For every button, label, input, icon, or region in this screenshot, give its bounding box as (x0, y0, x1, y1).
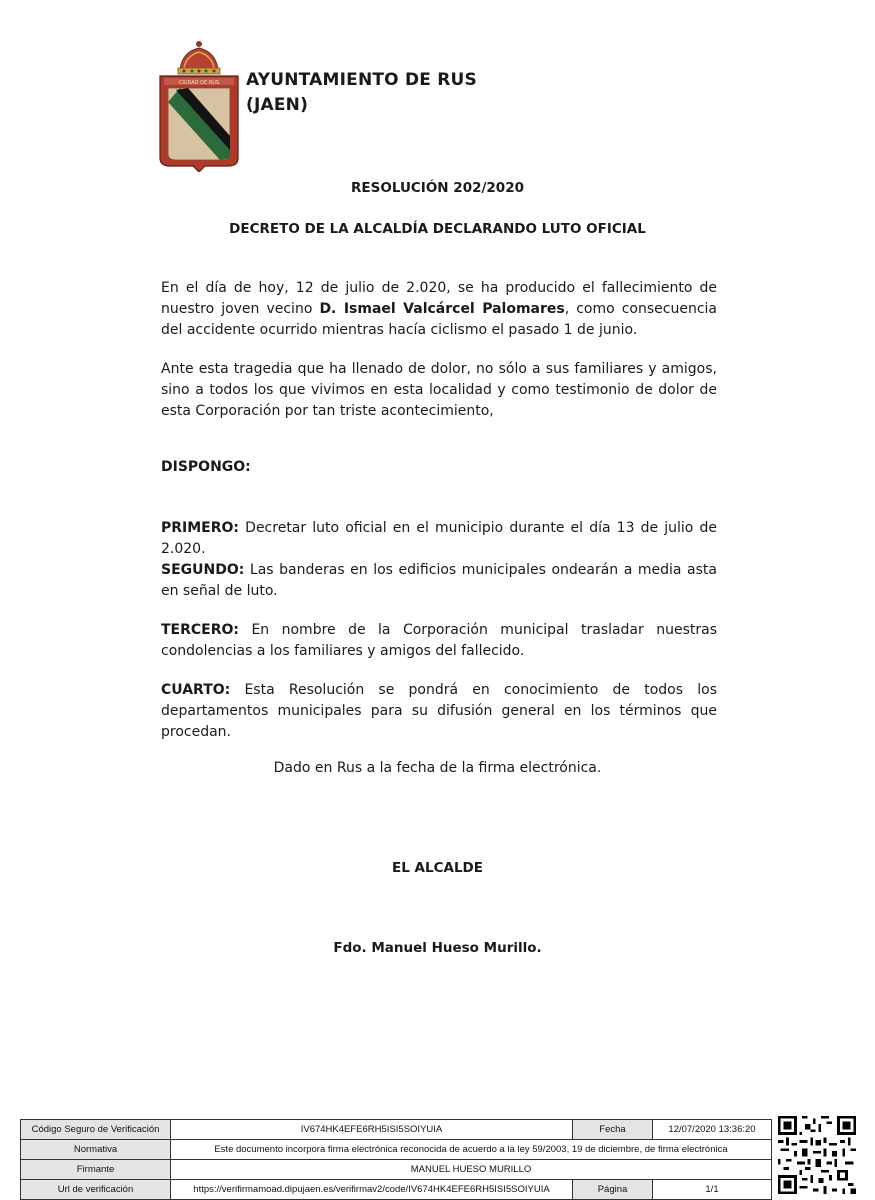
municipality-title (246, 68, 477, 118)
svg-text:CIUDAD DE RUS: CIUDAD DE RUS (178, 80, 220, 86)
decree-item-label: CUARTO: (161, 682, 231, 698)
municipality-province: (JAEN) (246, 95, 309, 115)
decree-item-text: En nombre de la Corporación municipal trasladar nuestras condolencias a los familiares y amigos del fallecido. (161, 622, 717, 659)
coat-of-arms-icon (158, 40, 240, 172)
qr-code-icon (778, 1115, 856, 1195)
municipality-name: AYUNTAMIENTO DE RUS (246, 70, 477, 90)
decree-item-label: TERCERO: (161, 622, 240, 638)
paragraph-intro-text-a: En el día de hoy, 12 de julio de 2.020, se ha producido el fallecimiento de nuestro joven vecino (161, 280, 717, 317)
resolution-number: RESOLUCIÓN 202/2020 (351, 180, 524, 196)
decree-item-text: Decretar luto oficial en el municipio durante el día 13 de julio de 2.020. (161, 520, 717, 557)
paragraph-intro (161, 278, 717, 341)
paragraph-condolence: Ante esta tragedia que ha llenado de dolor, no sólo a sus familiares y amigos, sino a todos los que vivimos en esta localidad y como testimonio de dolor de esta Corporación por tan triste acontecimiento, (161, 361, 717, 419)
table-row (21, 1180, 772, 1200)
page-value: 1/1 (653, 1180, 772, 1200)
date-label: Fecha (573, 1120, 653, 1140)
decree-item-text: Esta Resolución se pondrá en conocimiento de todos los departamentos municipales para su difusión general en los términos que procedan. (161, 682, 717, 740)
decree-item-label: SEGUNDO: (161, 562, 245, 578)
decree-item-text: Las banderas en los edificios municipales ondearán a media asta en señal de luto. (161, 562, 717, 599)
table-row (21, 1160, 772, 1180)
date-value: 12/07/2020 13:36:20 (653, 1120, 772, 1140)
decree-item-label: PRIMERO: (161, 520, 240, 536)
given-at-statement: Dado en Rus a la fecha de la firma electrónica. (273, 760, 602, 776)
url-label: Url de verificación (21, 1180, 171, 1200)
table-row (21, 1120, 772, 1140)
deceased-name: D. Ismael Valcárcel Palomares (319, 301, 565, 317)
verification-url[interactable]: https://verifirmamoad.dipujaen.es/verifirmav2/code/IV674HK4EFE6RH5ISI5SOIYUIA (171, 1180, 573, 1200)
normativa-value: Este documento incorpora firma electrónica reconocida de acuerdo a la ley 59/2003, 19 de diciembre, de firma electrónica (171, 1140, 772, 1160)
mayor-title: EL ALCALDE (392, 860, 483, 876)
paragraph-intro-text-b: , como consecuencia del accidente ocurrido mientras hacía ciclismo el pasado 1 de junio. (161, 301, 717, 338)
decree-item-cuarto (161, 680, 717, 743)
table-row (21, 1140, 772, 1160)
csv-label: Código Seguro de Verificación (21, 1120, 171, 1140)
signatory-name: Fdo. Manuel Hueso Murillo. (333, 940, 542, 956)
page-label: Página (573, 1180, 653, 1200)
dispongo-heading: DISPONGO: (161, 459, 251, 475)
csv-value: IV674HK4EFE6RH5ISI5SOIYUIA (171, 1120, 573, 1140)
decree-item-primero (161, 518, 717, 560)
signer-label: Firmante (21, 1160, 171, 1180)
decree-item-tercero (161, 620, 717, 662)
signer-value: MANUEL HUESO MURILLO (171, 1160, 772, 1180)
verification-table (20, 1119, 772, 1200)
normativa-label: Normativa (21, 1140, 171, 1160)
decree-item-segundo (161, 560, 717, 602)
decree-title: DECRETO DE LA ALCALDÍA DECLARANDO LUTO OFICIAL (229, 221, 646, 237)
